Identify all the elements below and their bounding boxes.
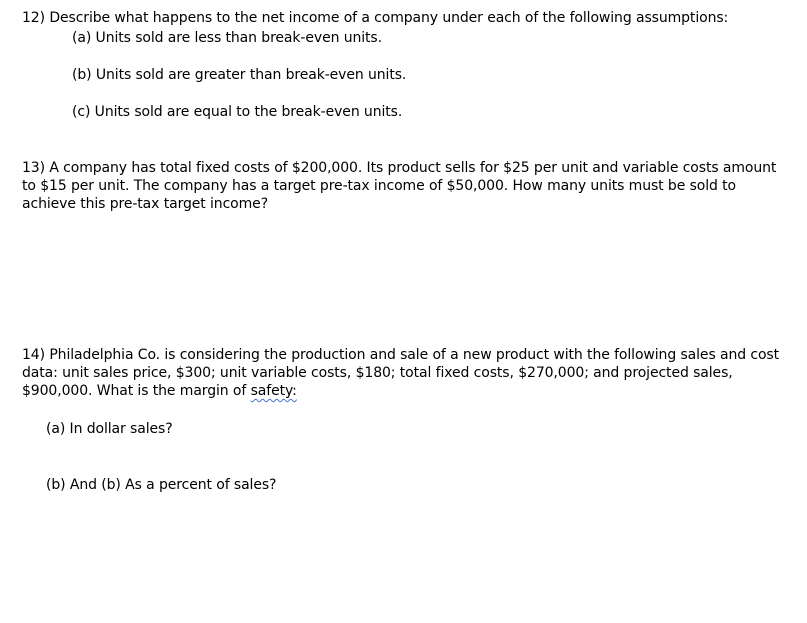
question-13-prompt: 13) A company has total fixed costs of $200,000. Its product sells for $25 per unit and variable costs amount to $15 per unit. The company has a target pre-tax income of $50,000. How many units must be sold to achieve this pre-tax target income? xyxy=(22,160,777,212)
question-12-part-c: (c) Units sold are equal to the break-even units. xyxy=(72,104,403,120)
question-12-part-b: (b) Units sold are greater than break-even units. xyxy=(72,67,407,83)
question-14-prompt xyxy=(22,346,792,400)
question-14-prompt-text: 14) Philadelphia Co. is considering the production and sale of a new product with the following sales and cost data: unit sales price, $300; unit variable costs, $180; total fixed costs, $270,000; and projected sales, $900,000. What is the margin of xyxy=(22,347,780,399)
question-12-part-a: (a) Units sold are less than break-even units. xyxy=(72,30,382,46)
question-14-part-a: (a) In dollar sales? xyxy=(46,421,173,437)
question-14-part-b: (b) And (b) As a percent of sales? xyxy=(46,477,277,493)
spellcheck-underlined-word: safety: xyxy=(250,383,297,399)
question-12-prompt: 12) Describe what happens to the net income of a company under each of the following assumptions: xyxy=(22,10,729,26)
